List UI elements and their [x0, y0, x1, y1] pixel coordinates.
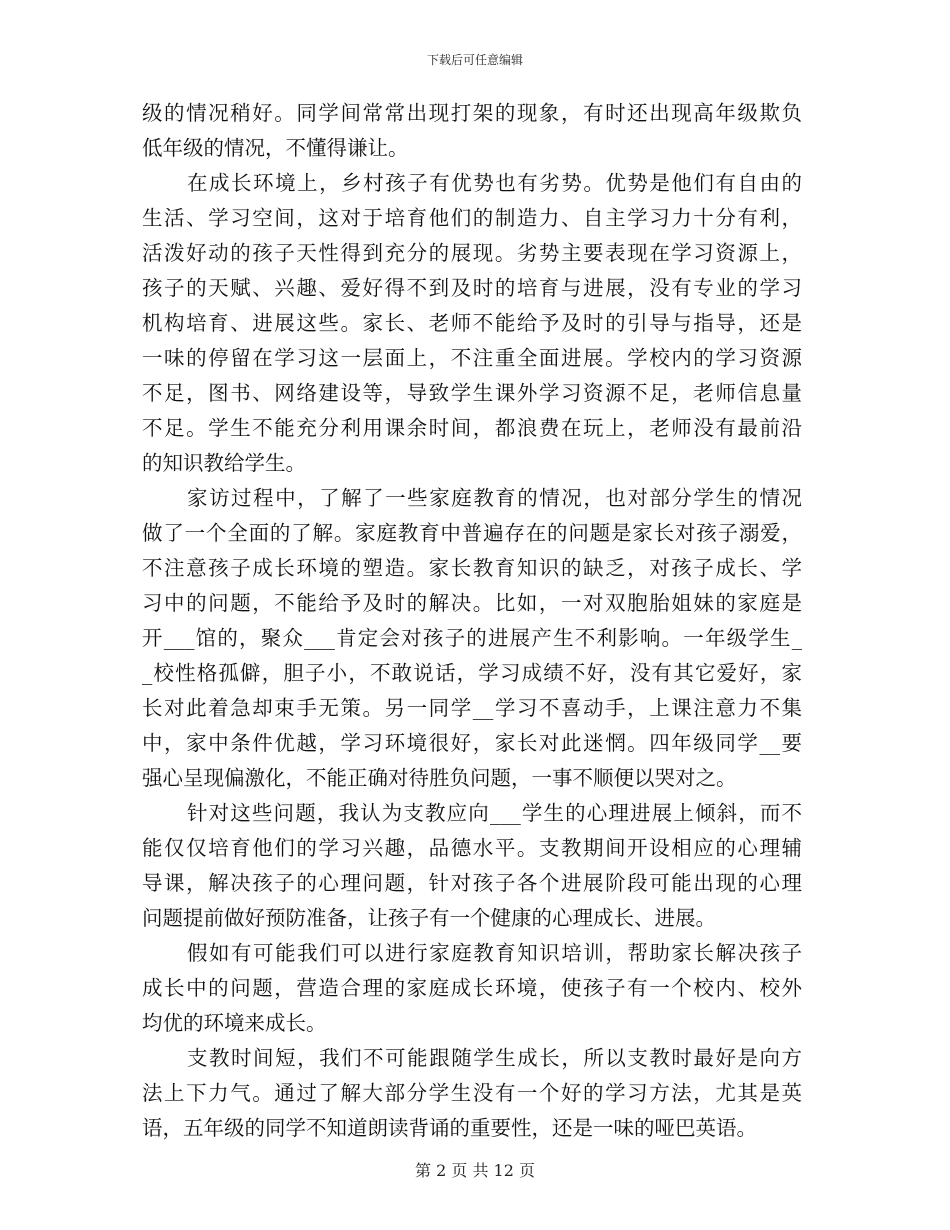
paragraph — [142, 96, 802, 166]
paragraph — [142, 481, 802, 796]
text-line: 不注意孩子成长环境的塑造。家长教育知识的缺乏，对孩子成长、学 — [142, 556, 802, 580]
text-line: 机构培育、进展这些。家长、老师不能给予及时的引导与指导，还是 — [142, 311, 802, 335]
text-line: 不足，图书、网络建设等，导致学生课外学习资源不足，老师信息量 — [142, 381, 802, 405]
text-line: 开___馆的，聚众___肯定会对孩子的进展产生不利影响。一年级学生_ — [142, 626, 802, 650]
text-line: 强心呈现偏激化，不能正确对待胜负问题，一事不顺便以哭对之。 — [142, 766, 737, 790]
text-line: 长对此着急却束手无策。另一同学__学习不喜动手，上课注意力不集 — [142, 696, 802, 720]
text-line: 家访过程中，了解了一些家庭教育的情况，也对部分学生的情况 — [187, 486, 802, 510]
text-line: 生活、学习空间，这对于培育他们的制造力、自主学习力十分有利， — [142, 206, 802, 230]
text-line: 问题提前做好预防准备，让孩子有一个健康的心理成长、进展。 — [142, 906, 716, 930]
text-line: 法上下力气。通过了解大部分学生没有一个好的学习方法，尤其是英 — [142, 1081, 802, 1105]
text-line: 低年级的情况，不懂得谦让。 — [142, 136, 409, 160]
text-line: _校性格孤僻，胆子小，不敢说话，学习成绩不好，没有其它爱好，家 — [142, 661, 802, 685]
text-line: 级的情况稍好。同学间常常出现打架的现象，有时还出现高年级欺负 — [142, 101, 802, 125]
text-line: 能仅仅培育他们的学习兴趣，品德水平。支教期间开设相应的心理辅 — [142, 836, 802, 860]
document-body — [142, 96, 802, 1146]
paragraph — [142, 166, 802, 481]
page-number: 第 2 页 共 12 页 — [415, 1161, 535, 1180]
text-line: 做了一个全面的了解。家庭教育中普遍存在的问题是家长对孩子溺爱， — [142, 521, 802, 545]
text-line: 中，家中条件优越，学习环境很好，家长对此迷惘。四年级同学__要 — [142, 731, 802, 755]
text-line: 均优的环境来成长。 — [142, 1011, 327, 1035]
text-line: 假如有可能我们可以进行家庭教育知识培训，帮助家长解决孩子 — [187, 941, 802, 965]
paragraph — [142, 1041, 802, 1146]
text-line: 成长中的问题，营造合理的家庭成长环境，使孩子有一个校内、校外 — [142, 976, 802, 1000]
paragraph — [142, 796, 802, 936]
text-line: 在成长环境上，乡村孩子有优势也有劣势。优势是他们有自由的 — [187, 171, 802, 195]
text-line: 支教时间短，我们不可能跟随学生成长，所以支教时最好是向方 — [187, 1046, 802, 1070]
text-line: 针对这些问题，我认为支教应向___学生的心理进展上倾斜，而不 — [187, 801, 802, 825]
paragraph — [142, 936, 802, 1041]
text-line: 习中的问题，不能给予及时的解决。比如，一对双胞胎姐妹的家庭是 — [142, 591, 802, 615]
text-line: 语，五年级的同学不知道朗读背诵的重要性，还是一味的哑巴英语。 — [142, 1116, 757, 1140]
text-line: 活泼好动的孩子天性得到充分的展现。劣势主要表现在学习资源上， — [142, 241, 802, 265]
text-line: 的知识教给学生。 — [142, 451, 306, 475]
text-line: 不足。学生不能充分利用课余时间，都浪费在玩上，老师没有最前沿 — [142, 416, 802, 440]
page-header-note: 下载后可任意编辑 — [426, 53, 523, 67]
text-line: 孩子的天赋、兴趣、爱好得不到及时的培育与进展，没有专业的学习 — [142, 276, 802, 300]
text-line: 一味的停留在学习这一层面上，不注重全面进展。学校内的学习资源 — [142, 346, 802, 370]
text-line: 导课，解决孩子的心理问题，针对孩子各个进展阶段可能出现的心理 — [142, 871, 802, 895]
